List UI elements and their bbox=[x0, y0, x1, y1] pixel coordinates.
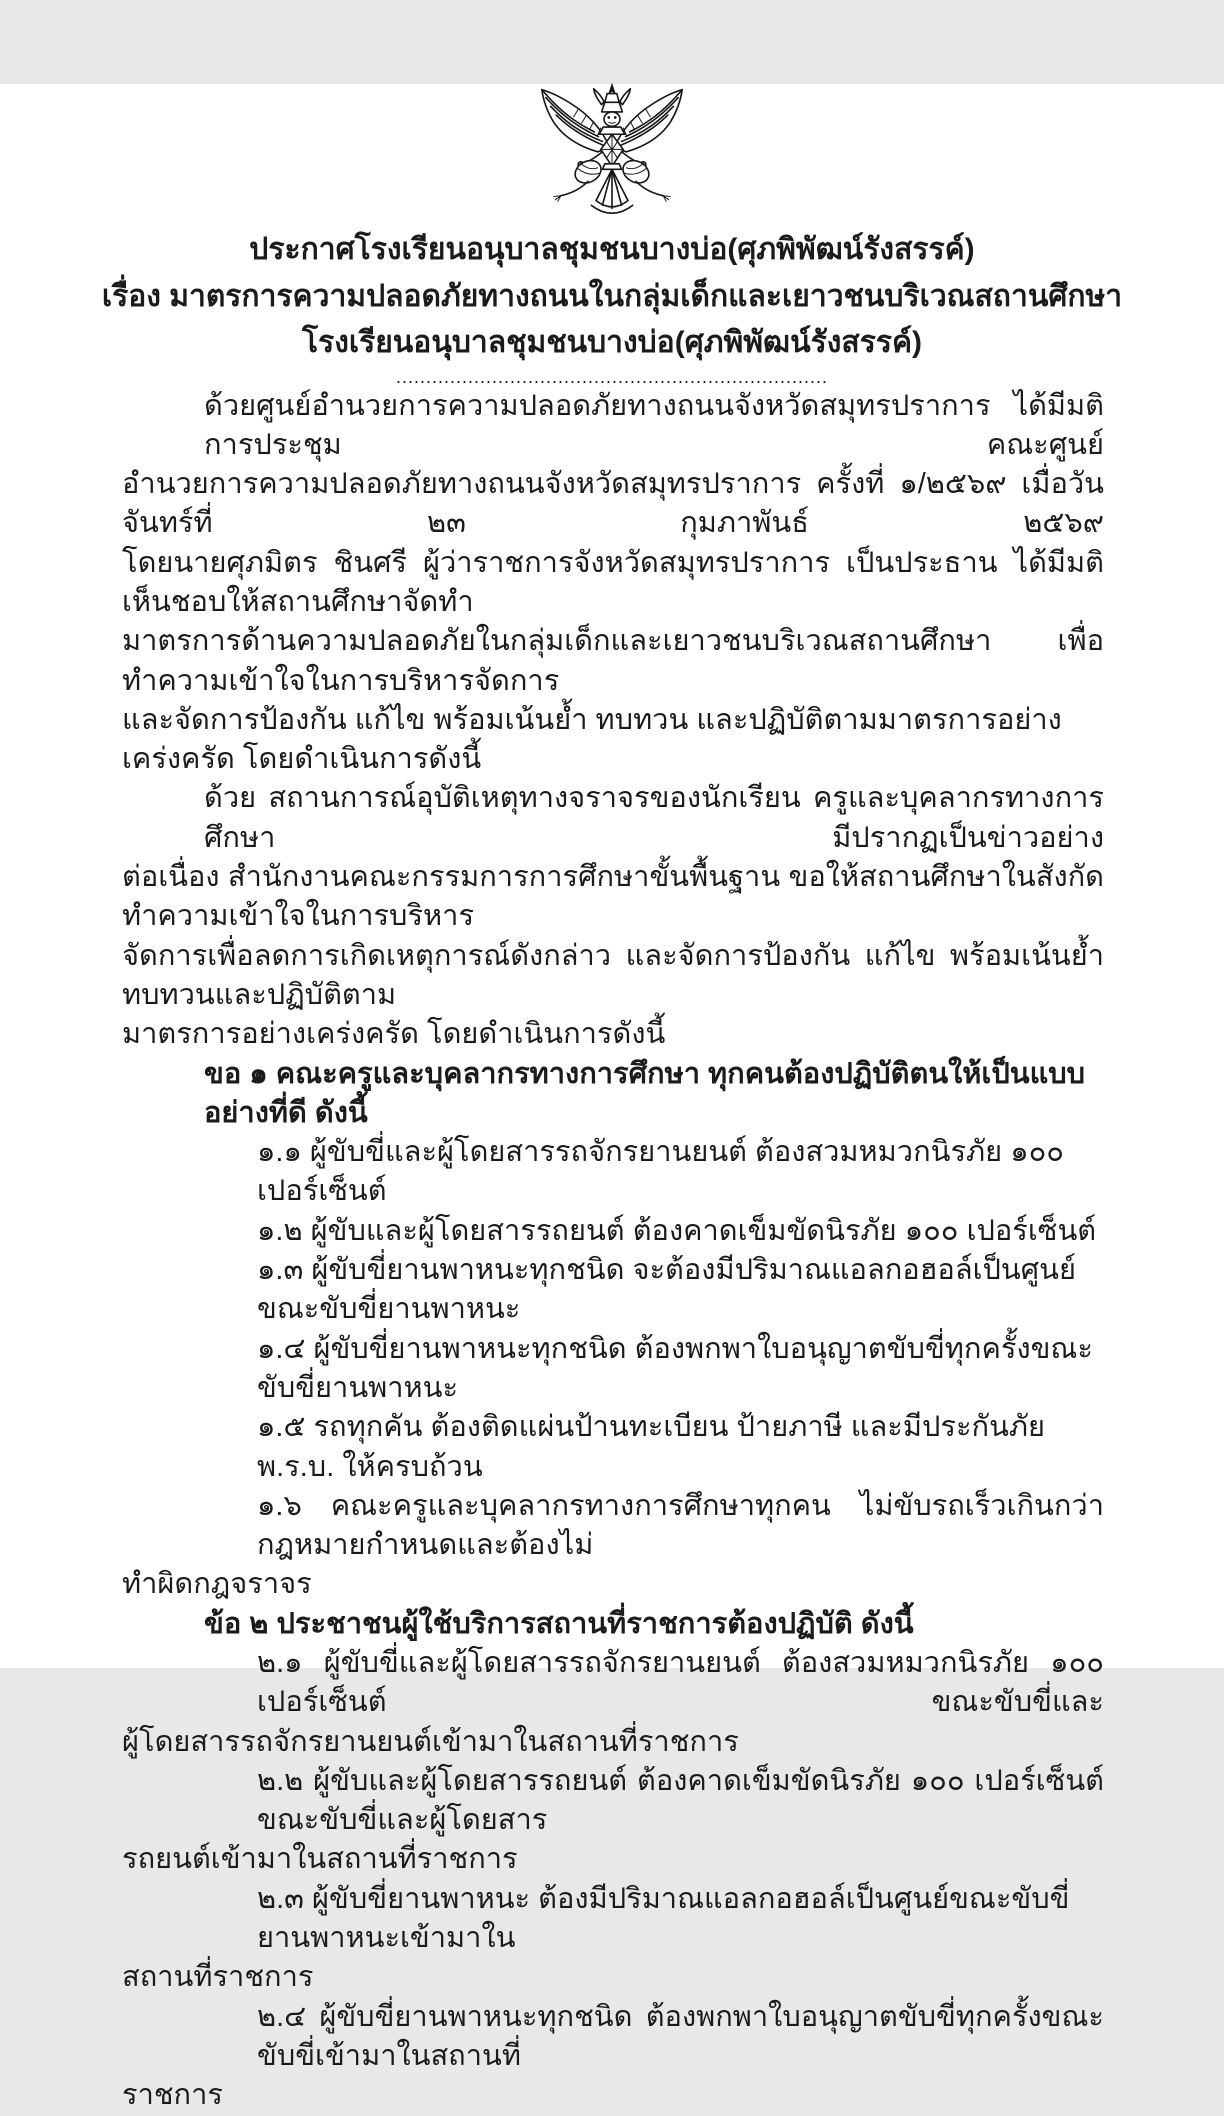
paragraph-line: โดยนายศุภมิตร ชินศรี ผู้ว่าราชการจังหวัดสมุทรปราการ เป็นประธาน ได้มีมติเห็นชอบให้สถานศึกษาจัดทำ bbox=[122, 546, 1104, 618]
list-item-continuation: สถานที่ราชการ bbox=[122, 1961, 314, 1994]
list-item-continuation: ผู้โดยสารรถจักรยานยนต์เข้ามาในสถานที่ราชการ bbox=[122, 1725, 739, 1758]
paragraph-line: ต่อเนื่อง สำนักงานคณะกรรมการการศึกษาขั้นพื้นฐาน ขอให้สถานศึกษาในสังกัดทำความเข้าใจในการบริหาร bbox=[122, 861, 1104, 933]
list-item: ๑.๕ รถทุกคัน ต้องติดแผ่นป้านทะเบียน ป้ายภาษี และมีประกันภัย พ.ร.บ. ให้ครบถ้วน bbox=[257, 1411, 1046, 1483]
list-item: ๒.๔ ผู้ขับขี่ยานพาหนะทุกชนิด ต้องพกพาใบอนุญาตขับขี่ทุกครั้งขณะขับขี่เข้ามาในสถานที่ bbox=[257, 2000, 1104, 2072]
document-body bbox=[122, 387, 1104, 2116]
paragraph-line: มาตรการด้านความปลอดภัยในกลุ่มเด็กและเยาวชนบริเวณสถานศึกษา เพื่อทำความเข้าใจในการบริหารจัดการ bbox=[122, 625, 1104, 697]
list-item: ๑.๓ ผู้ขับขี่ยานพาหนะทุกชนิด จะต้องมีปริมาณแอลกอฮอล์เป็นศูนย์ขณะขับขี่ยานพาหนะ bbox=[257, 1254, 1076, 1326]
list-item: ๒.๑ ผู้ขับขี่และผู้โดยสารรถจักรยานยนต์ ต้องสวมหมวกนิรภัย ๑๐๐ เปอร์เซ็นต์ ขณะขับขี่และ bbox=[257, 1647, 1104, 1719]
section-heading-1: ขอ ๑ คณะครูและบุคลากรทางการศึกษา ทุกคนต้องปฏิบัติตนให้เป็นแบบอย่างที่ดี ดังนี้ bbox=[204, 1057, 1086, 1129]
list-item: ๑.๑ ผู้ขับขี่และผู้โดยสารรถจักรยานยนต์ ต้องสวมหมวกนิรภัย ๑๐๐ เปอร์เซ็นต์ bbox=[257, 1136, 1065, 1208]
paragraph-line: จัดการเพื่อลดการเกิดเหตุการณ์ดังกล่าว และจัดการป้องกัน แก้ไข พร้อมเน้นย้ำ ทบทวนและปฏิบัติตาม bbox=[122, 939, 1104, 1011]
list-item: ๒.๓ ผู้ขับขี่ยานพาหนะ ต้องมีปริมาณแอลกอฮอล์เป็นศูนย์ขณะขับขี่ยานพาหนะเข้ามาใน bbox=[257, 1882, 1070, 1955]
list-item-continuation: ทำผิดกฎจราจร bbox=[122, 1568, 312, 1601]
list-item: ๒.๒ ผู้ขับและผู้โดยสารรถยนต์ ต้องคาดเข็มขัดนิรภัย ๑๐๐ เปอร์เซ็นต์ ขณะขับขี่และผู้โดยสาร bbox=[257, 1764, 1104, 1837]
paragraph-line: ด้วยศูนย์อำนวยการความปลอดภัยทางถนนจังหวัดสมุทรปราการ ได้มีมติการประชุม คณะศูนย์ bbox=[204, 389, 1104, 461]
school-name-line: โรงเรียนอนุบาลชุมชนบางบ่อ(ศุภพิพัฒน์รังสรรค์) bbox=[301, 326, 923, 359]
garuda-emblem-icon bbox=[0, 84, 1224, 226]
subject-line: เรื่อง มาตรการความปลอดภัยทางถนนในกลุ่มเด็กและเยาวชนบริเวณสถานศึกษา bbox=[101, 279, 1123, 313]
paragraph-line: มาตรการอย่างเคร่งครัด โดยดำเนินการดังนี้ bbox=[122, 1018, 666, 1051]
list-item: ๑.๖ คณะครูและบุคลากรทางการศึกษาทุกคน ไม่ขับรถเร็วเกินกว่ากฎหมายกำหนดและต้องไม่ bbox=[257, 1489, 1104, 1562]
section-heading-2: ข้อ ๒ ประชาชนผู้ใช้บริการสถานที่ราชการต้องปฏิบัติ ดังนี้ bbox=[204, 1607, 914, 1640]
divider-dots: ........................................................................ bbox=[395, 366, 829, 387]
announcement-title: ประกาศโรงเรียนอนุบาลชุมชนบางบ่อ(ศุภพิพัฒน์รังสรรค์) bbox=[249, 233, 975, 266]
list-item-continuation: รถยนต์เข้ามาในสถานที่ราชการ bbox=[122, 1843, 518, 1876]
list-item-continuation: ราชการ bbox=[122, 2079, 223, 2112]
document-page bbox=[0, 84, 1224, 2112]
paragraph-line: อำนวยการความปลอดภัยทางถนนจังหวัดสมุทรปราการ ครั้งที่ ๑/๒๕๖๙ เมื่อวันจันทร์ที่ ๒๓ กุมภาพันธ์ ๒๕๖๙ bbox=[122, 468, 1104, 540]
paragraph-line: ด้วย สถานการณ์อุบัติเหตุทางจราจรของนักเรียน ครูและบุคลากรทางการศึกษา มีปรากฏเป็นข่าวอย่าง bbox=[204, 782, 1104, 854]
paragraph-line: และจัดการป้องกัน แก้ไข พร้อมเน้นย้ำ ทบทวน และปฏิบัติตามมาตรการอย่างเคร่งครัด โดยดำเนินการดังนี้ bbox=[122, 703, 1062, 776]
list-item: ๑.๒ ผู้ขับและผู้โดยสารรถยนต์ ต้องคาดเข็มขัดนิรภัย ๑๐๐ เปอร์เซ็นต์ bbox=[257, 1214, 1097, 1247]
list-item: ๑.๔ ผู้ขับขี่ยานพาหนะทุกชนิด ต้องพกพาใบอนุญาตขับขี่ทุกครั้งขณะขับขี่ยานพาหนะ bbox=[257, 1332, 1093, 1404]
